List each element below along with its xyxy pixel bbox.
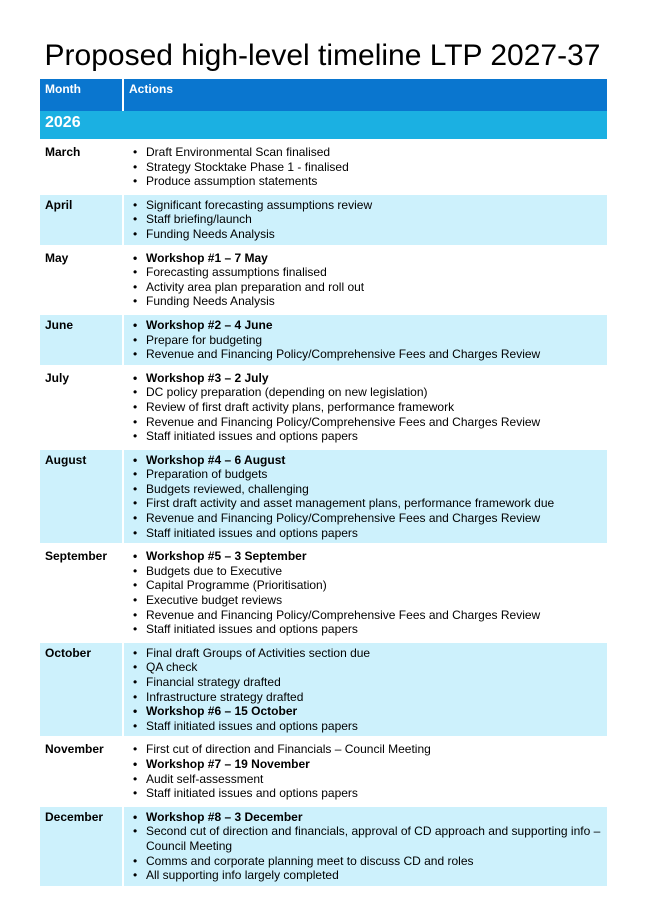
- actions-cell: [124, 736, 607, 803]
- table-row: [40, 245, 607, 312]
- action-item: • Draft Environmental Scan finalised: [146, 145, 602, 160]
- action-item: • Workshop #8 – 3 December: [146, 810, 602, 825]
- action-item: • Workshop #6 – 15 October: [146, 704, 602, 719]
- action-item: • Staff initiated issues and options papers: [146, 786, 602, 801]
- actions-cell: [124, 192, 607, 245]
- actions-cell: [124, 365, 607, 447]
- month-cell: August: [40, 447, 124, 544]
- year-label: 2026: [40, 111, 607, 139]
- month-cell: May: [40, 245, 124, 312]
- month-cell: November: [40, 736, 124, 803]
- actions-cell: [124, 640, 607, 737]
- action-item: • Revenue and Financing Policy/Comprehensive Fees and Charges Review: [146, 608, 602, 623]
- table-row: [40, 139, 607, 192]
- action-item: • Activity area plan preparation and roll out: [146, 280, 602, 295]
- action-item: • Funding Needs Analysis: [146, 227, 602, 242]
- action-item: • Strategy Stocktake Phase 1 - finalised: [146, 160, 602, 175]
- action-item: • Infrastructure strategy drafted: [146, 690, 602, 705]
- month-cell: June: [40, 312, 124, 365]
- actions-list: [129, 251, 602, 309]
- month-cell: July: [40, 365, 124, 447]
- actions-list: [129, 371, 602, 444]
- action-item: • Capital Programme (Prioritisation): [146, 578, 602, 593]
- table-row: [40, 736, 607, 803]
- actions-list: [129, 318, 602, 362]
- action-item: • Staff briefing/launch: [146, 212, 602, 227]
- action-item: • Staff initiated issues and options papers: [146, 719, 602, 734]
- table-row: [40, 640, 607, 737]
- action-item: • All supporting info largely completed: [146, 868, 602, 883]
- timeline-table: [40, 79, 607, 886]
- action-item: • Prepare for budgeting: [146, 333, 602, 348]
- table-row: [40, 447, 607, 544]
- actions-cell: [124, 543, 607, 640]
- action-item: • First cut of direction and Financials – Council Meeting: [146, 742, 602, 757]
- table-body: [40, 111, 607, 886]
- action-item: • Workshop #3 – 2 July: [146, 371, 602, 386]
- actions-cell: [124, 804, 607, 886]
- action-item: • Workshop #5 – 3 September: [146, 549, 602, 564]
- action-item: • Staff initiated issues and options papers: [146, 622, 602, 637]
- actions-cell: [124, 312, 607, 365]
- action-item: • Preparation of budgets: [146, 467, 602, 482]
- month-cell: December: [40, 804, 124, 886]
- action-item: • Review of first draft activity plans, performance framework: [146, 400, 602, 415]
- actions-cell: [124, 245, 607, 312]
- actions-list: [129, 145, 602, 189]
- action-item: • Executive budget reviews: [146, 593, 602, 608]
- action-item: • Workshop #4 – 6 August: [146, 453, 602, 468]
- action-item: • Funding Needs Analysis: [146, 294, 602, 309]
- action-item: • First draft activity and asset management plans, performance framework due: [146, 496, 602, 511]
- table-row: [40, 365, 607, 447]
- table-row: [40, 312, 607, 365]
- table-row: [40, 192, 607, 245]
- table-row: [40, 804, 607, 886]
- actions-list: [129, 198, 602, 242]
- action-item: • Produce assumption statements: [146, 174, 602, 189]
- actions-list: [129, 549, 602, 637]
- actions-cell: [124, 447, 607, 544]
- actions-list: [129, 810, 602, 883]
- action-item: • Significant forecasting assumptions review: [146, 198, 602, 213]
- month-cell: September: [40, 543, 124, 640]
- table-row: [40, 543, 607, 640]
- action-item: • Staff initiated issues and options papers: [146, 429, 602, 444]
- action-item: • DC policy preparation (depending on new legislation): [146, 385, 602, 400]
- action-item: • Audit self-assessment: [146, 772, 602, 787]
- table-header-row: [40, 79, 607, 111]
- action-item: • QA check: [146, 660, 602, 675]
- action-item: • Workshop #7 – 19 November: [146, 757, 602, 772]
- actions-list: [129, 453, 602, 541]
- month-column-header: Month: [40, 79, 124, 111]
- action-item: • Budgets due to Executive: [146, 564, 602, 579]
- month-cell: April: [40, 192, 124, 245]
- action-item: • Forecasting assumptions finalised: [146, 265, 602, 280]
- action-item: • Workshop #1 – 7 May: [146, 251, 602, 266]
- actions-list: [129, 742, 602, 800]
- action-item: • Revenue and Financing Policy/Comprehensive Fees and Charges Review: [146, 511, 602, 526]
- action-item: • Final draft Groups of Activities section due: [146, 646, 602, 661]
- year-row: [40, 111, 607, 139]
- actions-column-header: Actions: [124, 79, 607, 111]
- action-item: • Comms and corporate planning meet to discuss CD and roles: [146, 854, 602, 869]
- action-item: • Workshop #2 – 4 June: [146, 318, 602, 333]
- actions-cell: [124, 139, 607, 192]
- action-item: • Second cut of direction and financials, approval of CD approach and supporting info – Council Meeting: [146, 824, 602, 853]
- action-item: • Budgets reviewed, challenging: [146, 482, 602, 497]
- page-title: Proposed high-level timeline LTP 2027-37: [44, 39, 601, 72]
- action-item: • Staff initiated issues and options papers: [146, 526, 602, 541]
- actions-list: [129, 646, 602, 734]
- month-cell: March: [40, 139, 124, 192]
- month-cell: October: [40, 640, 124, 737]
- action-item: • Revenue and Financing Policy/Comprehensive Fees and Charges Review: [146, 415, 602, 430]
- action-item: • Financial strategy drafted: [146, 675, 602, 690]
- action-item: • Revenue and Financing Policy/Comprehensive Fees and Charges Review: [146, 347, 602, 362]
